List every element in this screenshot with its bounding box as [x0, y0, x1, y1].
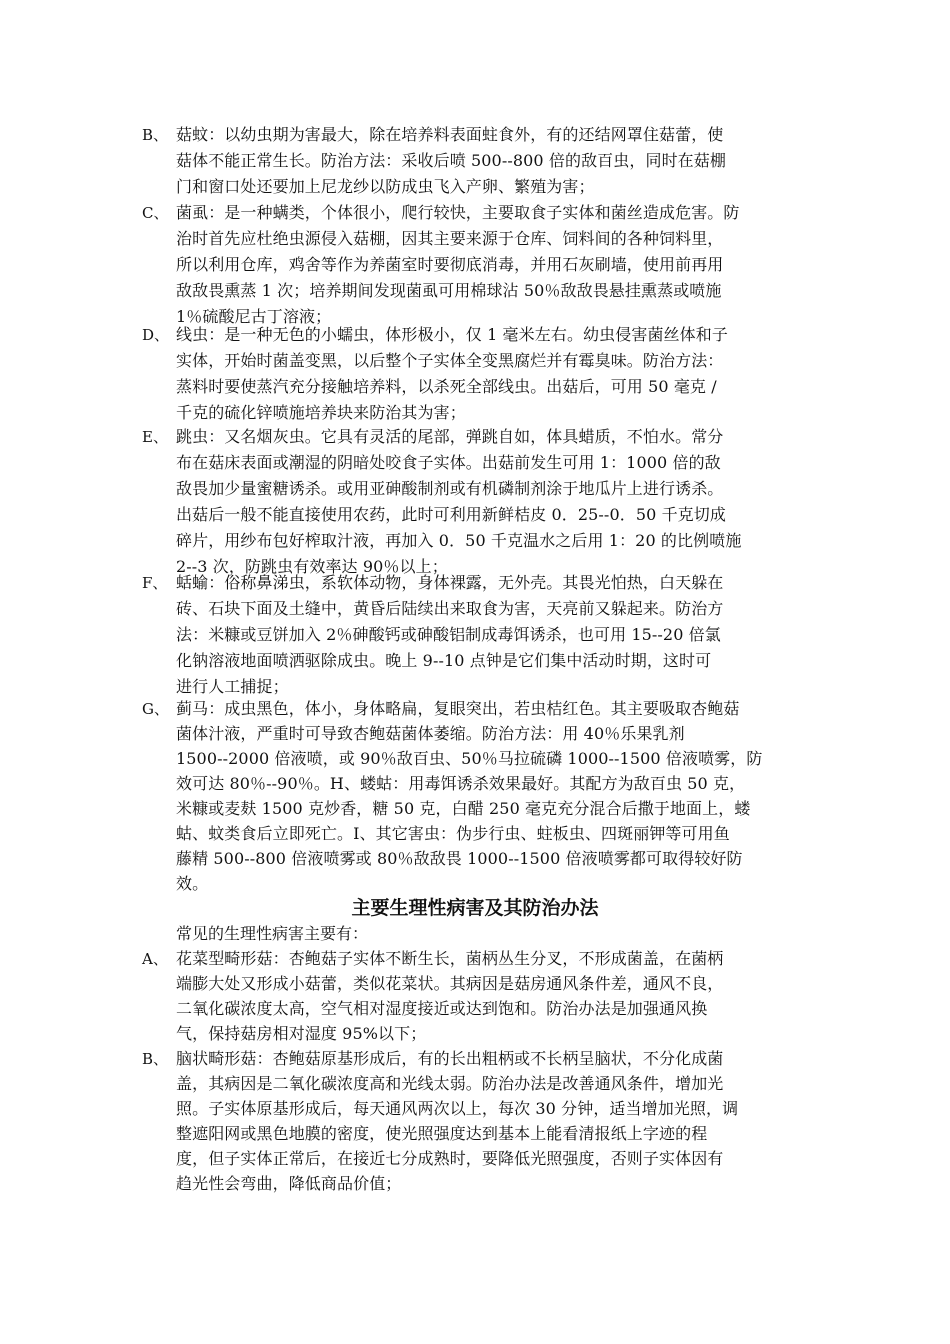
- item-marker: D、: [142, 326, 170, 344]
- text-line: 蛞蝓：俗称鼻涕虫，系软体动物，身体裸露，无外壳。其畏光怕热，白天躲在: [176, 573, 724, 592]
- text-line: 敌敌畏熏蒸 1 次；培养期间发现菌虱可用棉球沾 50％敌敌畏悬挂熏蒸或喷施: [176, 281, 722, 300]
- text-line: 门和窗口处还要加上尼龙纱以防成虫飞入产卵、繁殖为害；: [176, 177, 595, 196]
- item-marker: A、: [142, 950, 168, 968]
- text-line: 盖，其病因是二氧化碳浓度高和光线太弱。防治办法是改善通风条件，增加光: [176, 1074, 724, 1093]
- text-line: 趋光性会弯曲，降低商品价值；: [176, 1174, 402, 1193]
- text-line: 法：米糠或豆饼加入 2％砷酸钙或砷酸铝制成毒饵诱杀，也可用 15--20 倍氯: [176, 625, 721, 644]
- text-line: 二氧化碳浓度太高，空气相对湿度接近或达到饱和。防治办法是加强通风换: [176, 999, 708, 1018]
- text-line: 菌虱：是一种螨类，个体很小，爬行较快，主要取食子实体和菌丝造成危害。防: [176, 203, 740, 222]
- text-line: 脑状畸形菇：杏鲍菇原基形成后，有的长出粗柄或不长柄呈脑状，不分化成菌: [176, 1049, 724, 1068]
- text-line: 整遮阳网或黑色地膜的密度，使光照强度达到基本上能看清报纸上字迹的程: [176, 1124, 708, 1143]
- item-marker: E、: [142, 428, 168, 446]
- text-line: 效。: [176, 874, 209, 893]
- text-line: 米糠或麦麸 1500 克炒香，糖 50 克，白醋 250 毫克充分混合后撒于地面上，蝼: [176, 799, 751, 818]
- text-line: 照。子实体原基形成后，每天通风两次以上，每次 30 分钟，适当增加光照，调: [176, 1099, 739, 1118]
- text-line: 藤精 500--800 倍液喷雾或 80％敌敌畏 1000--1500 倍液喷雾都可取得较好防: [176, 849, 743, 868]
- text-line: 所以利用仓库，鸡舍等作为养菌室时要彻底消毒，并用石灰刷墙，使用前再用: [176, 255, 724, 274]
- text-line: 菌体汁液，严重时可导致杏鲍菇菌体萎缩。防治方法：用 40％乐果乳剂: [176, 724, 685, 743]
- text-line: 度，但子实体正常后，在接近七分成熟时，要降低光照强度，否则子实体因有: [176, 1149, 724, 1168]
- text-line: 进行人工捕捉；: [176, 677, 289, 696]
- item-marker: G、: [142, 700, 169, 718]
- text-line: 砖、石块下面及土缝中，黄昏后陆续出来取食为害，天亮前又躲起来。防治方: [176, 599, 724, 618]
- text-line: 治时首先应杜绝虫源侵入菇棚，因其主要来源于仓库、饲料间的各种饲料里，: [176, 229, 724, 248]
- section-title: 主要生理性病害及其防治办法: [351, 897, 599, 919]
- text-line: 跳虫：又名烟灰虫。它具有灵活的尾部，弹跳自如，体具蜡质，不怕水。常分: [176, 427, 724, 446]
- text-line: 布在菇床表面或潮湿的阴暗处咬食子实体。出菇前发生可用 1：1000 倍的敌: [176, 453, 721, 472]
- text-line: 2--3 次，防跳虫有效率达 90％以上；: [176, 557, 448, 576]
- text-line: 1％硫酸尼古丁溶液；: [176, 307, 332, 326]
- text-line: 出菇后一般不能直接使用农药，此时可利用新鲜桔皮 0．25--0．50 千克切成: [176, 505, 726, 524]
- text-line: 菇体不能正常生长。防治方法：采收后喷 500--800 倍的敌百虫，同时在菇棚: [176, 151, 726, 170]
- text-line: 气，保持菇房相对湿度 95%以下；: [176, 1024, 427, 1043]
- item-marker: B、: [142, 126, 169, 144]
- text-line: 实体，开始时菌盖变黑，以后整个子实体全变黑腐烂并有霉臭味。防治方法：: [176, 351, 724, 370]
- text-line: 线虫：是一种无色的小蠕虫，体形极小，仅 1 毫米左右。幼虫侵害菌丝体和子: [176, 325, 728, 344]
- text-line: 千克的硫化锌喷施培养块来防治其为害；: [176, 403, 466, 422]
- text-line: 蛄、蚊类食后立即死亡。I、其它害虫：伪步行虫、蛀板虫、四斑丽钾等可用鱼: [176, 824, 730, 843]
- text-line: 花菜型畸形菇：杏鲍菇子实体不断生长，菌柄丛生分叉，不形成菌盖，在菌柄: [176, 949, 724, 968]
- text-line: 端膨大处又形成小菇蕾，类似花菜状。其病因是菇房通风条件差，通风不良，: [176, 974, 724, 993]
- text-line: 蒸料时要使蒸汽充分接触培养料，以杀死全部线虫。出菇后，可用 50 毫克 /: [176, 377, 717, 396]
- text-line: 化钠溶液地面喷洒驱除成虫。晚上 9--10 点钟是它们集中活动时期，这时可: [176, 651, 712, 670]
- text-line: 碎片，用纱布包好榨取汁液，再加入 0．50 千克温水之后用 1：20 的比例喷施: [176, 531, 742, 550]
- text-line: 敌畏加少量蜜糖诱杀。或用亚砷酸制剂或有机磷制剂涂于地瓜片上进行诱杀。: [176, 479, 724, 498]
- section-intro: 常见的生理性病害主要有：: [176, 924, 369, 943]
- item-marker: C、: [142, 204, 169, 222]
- item-marker: F、: [142, 574, 168, 592]
- text-line: 蓟马：成虫黑色，体小，身体略扁，复眼突出，若虫桔红色。其主要吸取杏鲍菇: [176, 699, 740, 718]
- text-line: 1500--2000 倍液喷，或 90％敌百虫、50％马拉硫磷 1000--1500 倍液喷雾，防: [176, 749, 763, 768]
- text-line: 菇蚊：以幼虫期为害最大，除在培养料表面蛀食外，有的还结网罩住菇蕾，使: [176, 125, 724, 144]
- text-line: 效可达 80％--90％。H、蝼蛄：用毒饵诱杀效果最好。其配方为敌百虫 50 克，: [176, 774, 746, 793]
- item-marker: B、: [142, 1050, 169, 1068]
